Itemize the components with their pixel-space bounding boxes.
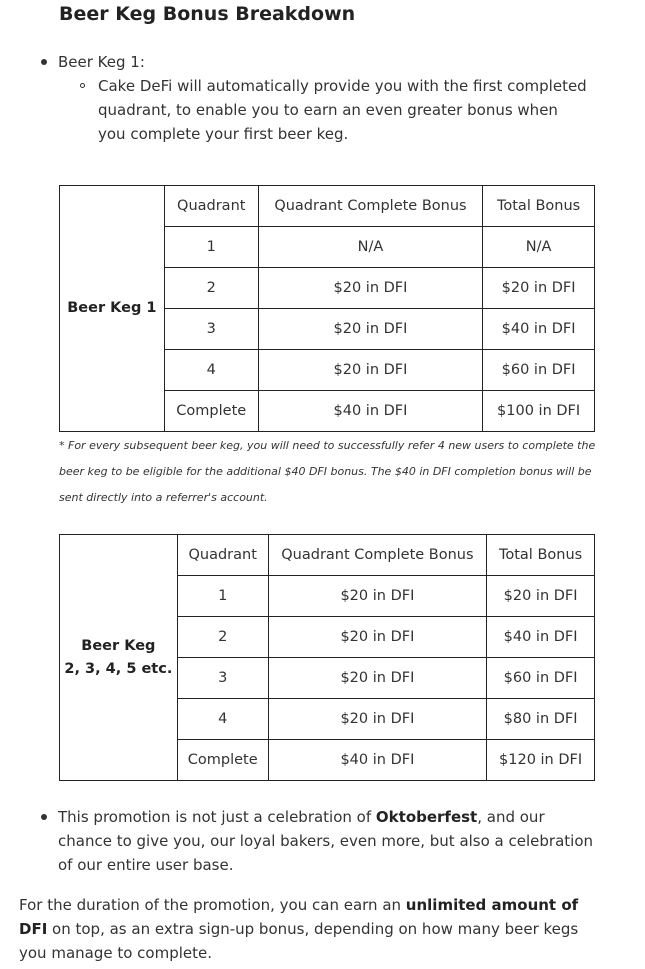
promo-bold: Oktoberfest bbox=[375, 808, 478, 826]
table-cell: $20 in DFI bbox=[258, 350, 483, 391]
table-cell: $80 in DFI bbox=[487, 699, 595, 740]
promo-text: , and our chance to give you, our loyal bakers, even more, but also a celebration of our entire user base. bbox=[58, 808, 594, 874]
sub-bullet-circle bbox=[80, 83, 85, 88]
table-cell: $20 in DFI bbox=[483, 268, 595, 309]
table-cell: 2 bbox=[177, 617, 268, 658]
table-cell: Complete bbox=[164, 391, 258, 432]
column-header: Quadrant Complete Bonus bbox=[268, 535, 487, 576]
table-cell: 3 bbox=[177, 658, 268, 699]
table-cell: 1 bbox=[177, 576, 268, 617]
promo-text: This promotion is not just a celebration of bbox=[58, 808, 376, 826]
table-cell: 4 bbox=[164, 350, 258, 391]
table-cell: $20 in DFI bbox=[268, 617, 487, 658]
list-item-beer-keg-1: Beer Keg 1: bbox=[58, 53, 145, 71]
beer-keg-1-table bbox=[59, 185, 595, 432]
column-header: Total Bonus bbox=[483, 186, 595, 227]
row-header-line: Beer Keg bbox=[81, 637, 156, 654]
table-cell: 3 bbox=[164, 309, 258, 350]
table-cell: $20 in DFI bbox=[258, 268, 483, 309]
table-cell: $40 in DFI bbox=[487, 617, 595, 658]
footnote: * For every subsequent beer keg, you will need to successfully refer 4 new users to complete the beer keg to be eligible for the additional $40 DFI bonus. The $40 in DFI completion bonus will be sent directly into a referrer's account. bbox=[59, 439, 596, 504]
table-cell: 1 bbox=[164, 227, 258, 268]
table-cell: N/A bbox=[258, 227, 483, 268]
table-cell: $60 in DFI bbox=[483, 350, 595, 391]
table-cell: Complete bbox=[177, 740, 268, 781]
sub-list-item: Cake DeFi will automatically provide you with the first completed quadrant, to enable you to earn an even greater bonus when you complete your first beer keg. bbox=[98, 77, 587, 143]
column-header: Total Bonus bbox=[487, 535, 595, 576]
table-cell: 4 bbox=[177, 699, 268, 740]
table-cell: $20 in DFI bbox=[258, 309, 483, 350]
bullet-dot bbox=[41, 59, 47, 65]
table-cell: $40 in DFI bbox=[268, 740, 487, 781]
table-cell: $20 in DFI bbox=[268, 658, 487, 699]
closing-bold: unlimited amount of DFI bbox=[19, 896, 579, 938]
closing-paragraph bbox=[19, 893, 609, 965]
table-cell: $100 in DFI bbox=[483, 391, 595, 432]
column-header: Quadrant bbox=[177, 535, 268, 576]
column-header: Quadrant Complete Bonus bbox=[258, 186, 483, 227]
row-header-line: 2, 3, 4, 5 etc. bbox=[64, 660, 173, 677]
column-header: Quadrant bbox=[164, 186, 258, 227]
table-cell: N/A bbox=[483, 227, 595, 268]
table-cell: $60 in DFI bbox=[487, 658, 595, 699]
table-cell: $120 in DFI bbox=[487, 740, 595, 781]
table-cell: $20 in DFI bbox=[268, 576, 487, 617]
section-heading: Beer Keg Bonus Breakdown bbox=[59, 3, 356, 25]
beer-keg-2-plus-table bbox=[59, 534, 595, 781]
row-header-beer-keg-2-plus bbox=[60, 535, 178, 781]
table-cell: $40 in DFI bbox=[483, 309, 595, 350]
table-cell: $20 in DFI bbox=[268, 699, 487, 740]
table-cell: $20 in DFI bbox=[487, 576, 595, 617]
row-header-beer-keg-1: Beer Keg 1 bbox=[60, 186, 165, 432]
closing-text: on top, as an extra sign-up bonus, depending on how many beer kegs you manage to complete. bbox=[19, 920, 579, 962]
promo-paragraph bbox=[58, 805, 598, 877]
table-cell: $40 in DFI bbox=[258, 391, 483, 432]
closing-text: For the duration of the promotion, you can earn an bbox=[19, 896, 406, 914]
table-cell: 2 bbox=[164, 268, 258, 309]
bullet-dot bbox=[41, 814, 47, 820]
